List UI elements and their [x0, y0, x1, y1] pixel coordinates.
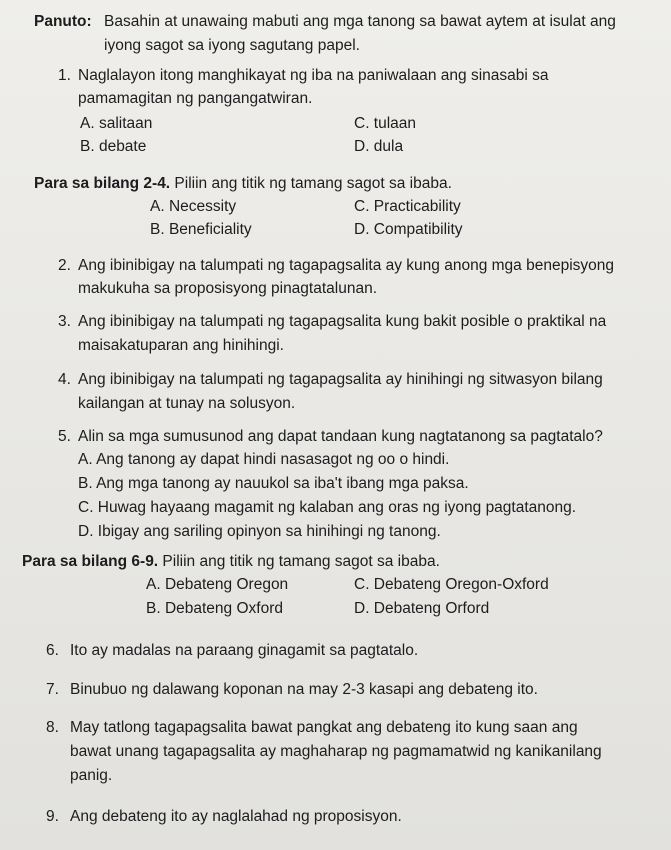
- question-number: 1.: [58, 67, 71, 84]
- choice-b: B. debate: [80, 138, 147, 155]
- choice-d: D. Debateng Orford: [354, 600, 490, 617]
- instructions-label: Panuto:: [34, 13, 92, 30]
- question-number: 5.: [58, 428, 71, 445]
- question-2-line1: Ang ibinibigay na talumpati ng tagapagsalita ay kung anong mga benepisyong: [78, 257, 614, 274]
- choice-a: A. Ang tanong ay dapat hindi nasasagot ng oo o hindi.: [78, 451, 450, 468]
- question-8-line1: May tatlong tagapagsalita bawat pangkat ang debateng ito kung saan ang: [70, 719, 578, 736]
- question-2-line2: makukuha sa proposisyong pinagtatalunan.: [78, 280, 378, 297]
- question-3-line1: Ang ibinibigay na talumpati ng tagapagsalita kung bakit posible o praktikal na: [78, 313, 607, 330]
- choice-b: B. Ang mga tanong ay nauukol sa iba't ibang mga paksa.: [78, 475, 469, 492]
- choice-d: D. dula: [354, 138, 404, 155]
- choice-b: B. Debateng Oxford: [146, 600, 283, 617]
- question-5-text: Alin sa mga sumusunod ang dapat tandaan kung nagtatanong sa pagtatalo?: [78, 428, 603, 445]
- question-1-line2: pamamagitan ng pangangatwiran.: [78, 90, 313, 107]
- choice-c: C. Debateng Oregon-Oxford: [354, 576, 549, 593]
- question-number: 8.: [46, 719, 59, 736]
- question-8-line2: bawat unang tagapagsalita ay maghaharap ng pagmamatwid ng kanikanilang: [70, 743, 602, 760]
- choice-c: C. tulaan: [354, 115, 417, 132]
- question-7-text: Binubuo ng dalawang koponan na may 2-3 kasapi ang debateng ito.: [70, 681, 538, 698]
- choice-c: C. Huwag hayaang magamit ng kalaban ang oras ng iyong pagtatanong.: [78, 499, 577, 516]
- question-number: 4.: [58, 371, 71, 388]
- choice-a: A. salitaan: [80, 115, 153, 132]
- choice-d: D. Ibigay ang sariling opinyon sa hinihingi ng tanong.: [78, 523, 441, 540]
- question-6-text: Ito ay madalas na paraang ginagamit sa pagtatalo.: [70, 642, 419, 659]
- question-number: 2.: [58, 257, 71, 274]
- instructions-line1: Basahin at unawaing mabuti ang mga tanong sa bawat aytem at isulat ang: [104, 13, 616, 30]
- group-header-text: Piliin ang titik ng tamang sagot sa ibaba.: [158, 553, 440, 570]
- choice-b: B. Beneficiality: [150, 221, 252, 238]
- choice-a: A. Debateng Oregon: [146, 576, 289, 593]
- choice-a: A. Necessity: [150, 198, 237, 215]
- question-number: 6.: [46, 642, 59, 659]
- choice-c: C. Practicability: [354, 198, 461, 215]
- choice-d: D. Compatibility: [354, 221, 463, 238]
- question-3-line2: maisakatuparan ang hinihingi.: [78, 337, 284, 354]
- question-number: 3.: [58, 313, 71, 330]
- instructions-line2: iyong sagot sa iyong sagutang papel.: [104, 37, 360, 54]
- group-header-text: Piliin ang titik ng tamang sagot sa ibaba.: [170, 175, 452, 192]
- question-8-line3: panig.: [70, 767, 113, 784]
- question-4-line1: Ang ibinibigay na talumpati ng tagapagsalita ay hinihingi ng sitwasyon bilang: [78, 371, 603, 388]
- group-header-bold: Para sa bilang 6-9.: [22, 553, 159, 570]
- question-4-line2: kailangan at tunay na solusyon.: [78, 395, 296, 412]
- question-number: 9.: [46, 808, 59, 825]
- group-header-bold: Para sa bilang 2-4.: [34, 175, 171, 192]
- question-number: 7.: [46, 681, 59, 698]
- question-9-text: Ang debateng ito ay naglalahad ng proposisyon.: [70, 808, 402, 825]
- question-1-line1: Naglalayon itong manghikayat ng iba na paniwalaan ang sinasabi sa: [78, 67, 549, 84]
